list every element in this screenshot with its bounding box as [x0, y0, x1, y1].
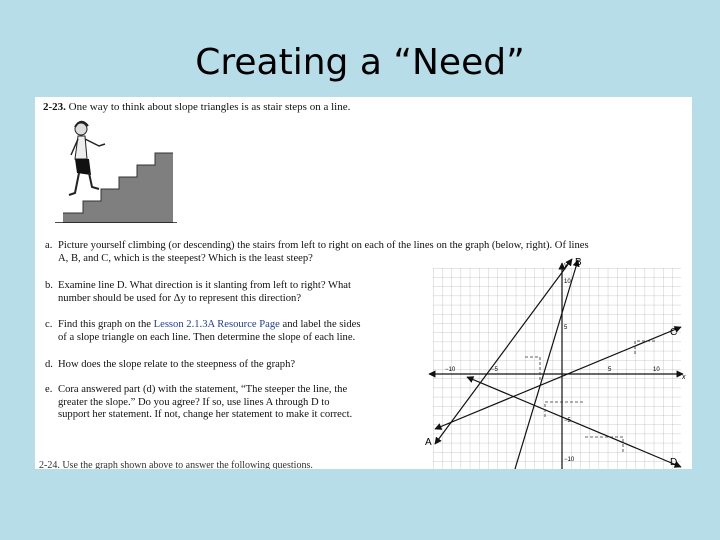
- problem-intro: One way to think about slope triangles is as stair steps on a line.: [68, 101, 351, 113]
- part-b-line-1: Examine line D. What direction is it slanting from left to right? What: [58, 280, 351, 291]
- part-d: [45, 359, 295, 372]
- part-c-line-1-pre: Find this graph on the: [58, 319, 154, 330]
- line-a-label: A: [425, 437, 432, 448]
- problem-header: [43, 101, 350, 113]
- y-tick-10: 10: [564, 279, 571, 285]
- y-axis-label: y: [564, 262, 568, 269]
- y-tick-5: 5: [564, 325, 568, 331]
- part-b-label: b.: [45, 280, 53, 291]
- next-problem-cutoff: 2-24. Use the graph shown above to answer the following questions.: [39, 460, 313, 469]
- textbook-page: [35, 97, 692, 469]
- part-c: [45, 319, 360, 344]
- part-b: [45, 280, 351, 305]
- y-tick-neg5: −5: [564, 418, 571, 424]
- part-e-line-1: Cora answered part (d) with the statement, “The steeper the line, the: [58, 384, 348, 395]
- x-axis-label: x: [682, 374, 686, 381]
- stair-climber-illustration: [47, 115, 177, 223]
- x-tick-5: 5: [608, 367, 612, 373]
- problem-number: 2-23.: [43, 101, 66, 113]
- part-c-line-2: of a slope triangle on each line. Then determine the slope of each line.: [58, 331, 356, 343]
- part-e-line-3: support her statement. If not, change her statement to make it correct.: [58, 409, 353, 420]
- part-a-line-1: Picture yourself climbing (or descending) the stairs from left to right on each of the lines on the graph (below, right). Of lines: [58, 240, 589, 251]
- slope-lines-graph: [425, 257, 692, 469]
- part-e: [45, 384, 352, 422]
- part-c-line-1-post: and label the sides: [279, 319, 361, 330]
- part-b-line-2: number should be used for Δy to represent this direction?: [58, 292, 302, 304]
- part-c-label: c.: [45, 319, 53, 330]
- line-b-label: B: [575, 257, 582, 268]
- resource-page-link[interactable]: Lesson 2.1.3A Resource Page: [153, 319, 280, 330]
- part-a-line-2: A, B, and C, which is the steepest? Which is the least steep?: [58, 252, 313, 264]
- x-tick-neg5: −5: [491, 367, 498, 373]
- part-d-line-1: How does the slope relate to the steepness of the graph?: [58, 359, 296, 370]
- part-a-label: a.: [45, 240, 53, 251]
- x-tick-neg10: −10: [445, 367, 456, 373]
- y-tick-neg10: −10: [564, 457, 575, 463]
- part-d-label: d.: [45, 359, 53, 370]
- line-d-label: D: [670, 457, 678, 468]
- line-c-label: C: [670, 327, 678, 338]
- slide-title: Creating a “Need”: [195, 42, 525, 83]
- graph-grid: [433, 268, 681, 469]
- part-e-line-2: greater the slope.” Do you agree? If so, use lines A through D to: [58, 396, 330, 408]
- x-tick-10: 10: [653, 367, 660, 373]
- part-e-label: e.: [45, 384, 53, 395]
